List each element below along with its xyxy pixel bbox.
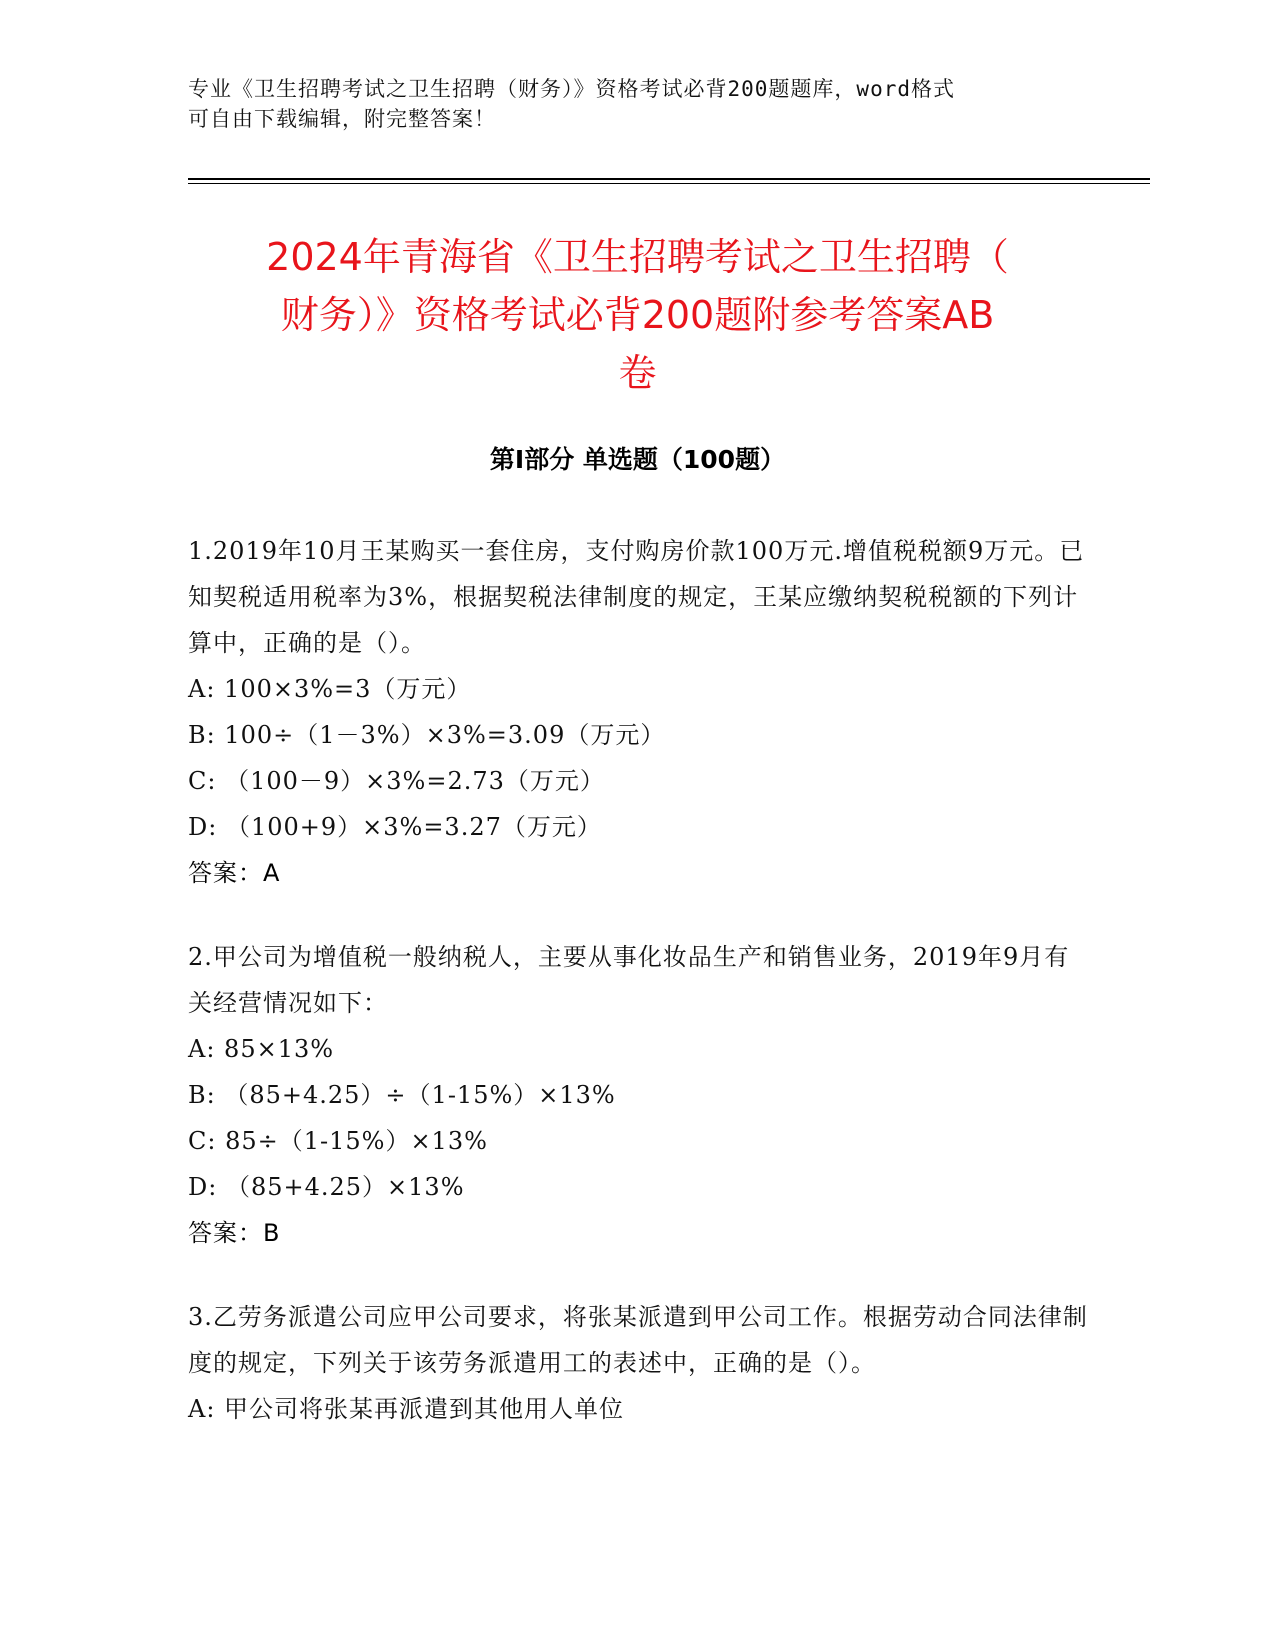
question-stem: 1.2019年10月王某购买一套住房，支付购房价款100万元.增值税税额9万元。已知契税适用税率为3%，根据契税法律制度的规定，王某应缴纳契税税额的下列计算中，正确的是（）。 [188, 537, 1085, 657]
header-rule-thin [188, 183, 1150, 184]
header-note [188, 74, 1068, 134]
document-title-line-1: 2024年青海省《卫生招聘考试之卫生招聘（ [266, 235, 1009, 279]
question-3 [188, 1294, 1088, 1432]
option-c: C: （100－9）×3%=2.73（万元） [188, 767, 605, 795]
answer-line: 答案：A [188, 859, 281, 887]
question-stem: 3.乙劳务派遣公司应甲公司要求，将张某派遣到甲公司工作。根据劳动合同法律制度的规定，下列关于该劳务派遣用工的表述中，正确的是（）。 [188, 1303, 1088, 1377]
option-a: A: 100×3%=3（万元） [188, 675, 472, 703]
option-d: D: （85+4.25）×13% [188, 1173, 465, 1201]
document-title [170, 228, 1105, 402]
option-a: A: 85×13% [188, 1035, 335, 1063]
question-stem: 2.甲公司为增值税一般纳税人，主要从事化妆品生产和销售业务，2019年9月有关经营情况如下： [188, 943, 1070, 1017]
document-title-line-3: 卷 [618, 351, 657, 395]
option-d: D: （100+9）×3%=3.27（万元） [188, 813, 602, 841]
header-rule-thick [188, 178, 1150, 180]
section-heading: 第Ⅰ部分 单选题（100题） [489, 445, 786, 474]
question-1 [188, 528, 1088, 896]
question-list [188, 528, 1088, 1470]
document-title-line-2: 财务）》资格考试必背200题附参考答案AB [280, 293, 995, 337]
answer-line: 答案：B [188, 1219, 281, 1247]
option-a: A: 甲公司将张某再派遣到其他用人单位 [188, 1395, 625, 1423]
option-c: C: 85÷（1-15%）×13% [188, 1127, 488, 1155]
question-2 [188, 934, 1088, 1256]
option-b: B: （85+4.25）÷（1-15%）×13% [188, 1081, 616, 1109]
header-note-line-2: 可自由下载编辑，附完整答案！ [188, 107, 496, 131]
option-b: B: 100÷（1－3%）×3%=3.09（万元） [188, 721, 666, 749]
header-note-line-1: 专业《卫生招聘考试之卫生招聘（财务）》资格考试必背200题题库，word格式 [188, 77, 955, 101]
